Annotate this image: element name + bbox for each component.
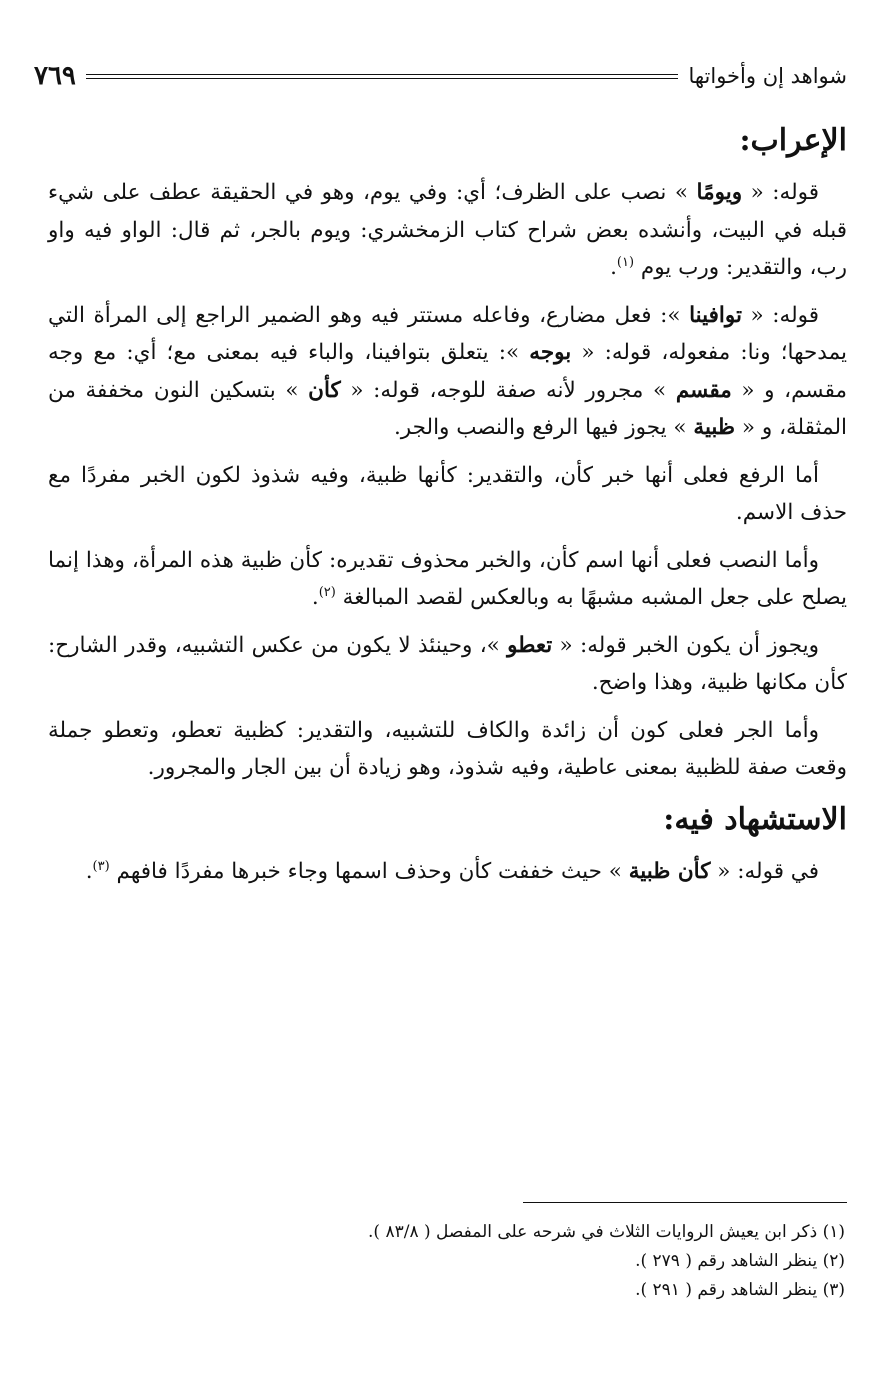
quoted-word: توافينا bbox=[689, 302, 742, 328]
paragraph-1: قوله: « ويومًا » نصب على الظرف؛ أي: وفي يوم، وهو في الحقيقة عطف على شيء قبله في البيت، وأنشده بعض شراح كتاب الزمخشري: ويوم بالجر، ثم قال: الواو فيه واو رب، والتقدير: ورب يوم $^{(١)}$. bbox=[48, 180, 847, 280]
quoted-word: ظبية bbox=[693, 415, 736, 440]
quoted-word: كأن ظبية bbox=[628, 858, 711, 884]
quoted-word: بوجه bbox=[529, 340, 572, 365]
quoted-word: تعطو bbox=[507, 632, 553, 658]
quoted-word: مقسم bbox=[675, 377, 732, 403]
main-text bbox=[48, 118, 847, 900]
paragraph-5: ويجوز أن يكون الخبر قوله: « تعطو »، وحينئذ لا يكون من عكس التشبيه، وقدر الشارح: كأن مكانها ظبية، وهذا واضح. bbox=[48, 632, 847, 695]
istishhad-heading: الاستشهاد فيه: bbox=[663, 801, 847, 837]
footnote-ref[interactable]: (١) bbox=[616, 254, 635, 270]
paragraph-7: في قوله: « كأن ظبية » حيث خففت كأن وحذف اسمها وجاء خبرها مفردًا فافهم $^{(٣)}$. bbox=[85, 858, 819, 884]
footnote-1: (١) ذكر ابن يعيش الروايات الثلاث في شرحه على المفصل ( ٨٣/٨ ). bbox=[368, 1222, 845, 1242]
header-rule bbox=[86, 74, 679, 79]
footnote-ref[interactable]: (٢) bbox=[318, 584, 336, 600]
quoted-word: كأن bbox=[308, 377, 341, 403]
page-number: ٧٦٩ bbox=[34, 61, 76, 91]
irab-heading: الإعراب: bbox=[739, 123, 847, 158]
footnote-2: (٢) ينظر الشاهد رقم ( ٢٧٩ ). bbox=[635, 1251, 845, 1271]
running-header bbox=[34, 56, 847, 96]
header-title: شواهد إن وأخواتها bbox=[688, 64, 847, 88]
paragraph-3: أما الرفع فعلى أنها خبر كأن، والتقدير: كأنها ظبية، وفيه شذوذ لكون الخبر مفردًا مع حذف الاسم. bbox=[48, 462, 847, 525]
paragraph-4: وأما النصب فعلى أنها اسم كأن، والخبر محذوف تقديره: كأن ظبية هذه المرأة، وهذا إنما يصلح على جعل المشبه مشبهًا به وبالعكس لقصد المبالغة $^{(٢)}$. bbox=[48, 547, 847, 610]
footnote-separator bbox=[523, 1202, 847, 1203]
paragraph-2: قوله: « توافينا »: فعل مضارع، وفاعله مستتر فيه وهو الضمير الراجع إلى المرأة التي يمدحها؛ ونا: مفعوله، قوله: « بوجه »: يتعلق بتوافينا، والباء فيه بمعنى مع؛ أي: مع وجه مقسم، و « مقسم » مجرور لأنه صفة للوجه، قوله: « كأن » بتسكين النون مخففة من المثقلة، و « ظبية » يجوز فيها الرفع والنصب والجر. bbox=[48, 302, 847, 440]
quoted-word: ويومًا bbox=[696, 180, 743, 205]
footnote-ref[interactable]: (٣) bbox=[92, 858, 110, 874]
footnotes bbox=[48, 1218, 845, 1305]
footnote-3: (٣) ينظر الشاهد رقم ( ٢٩١ ). bbox=[635, 1280, 845, 1300]
paragraph-6: وأما الجر فعلى كون أن زائدة والكاف للتشبيه، والتقدير: كظبية تعطو، وتعطو جملة وقعت صفة للظبية بمعنى عاطية، وفيه شذوذ، وهو زيادة أن بين الجار والمجرور. bbox=[48, 717, 847, 780]
